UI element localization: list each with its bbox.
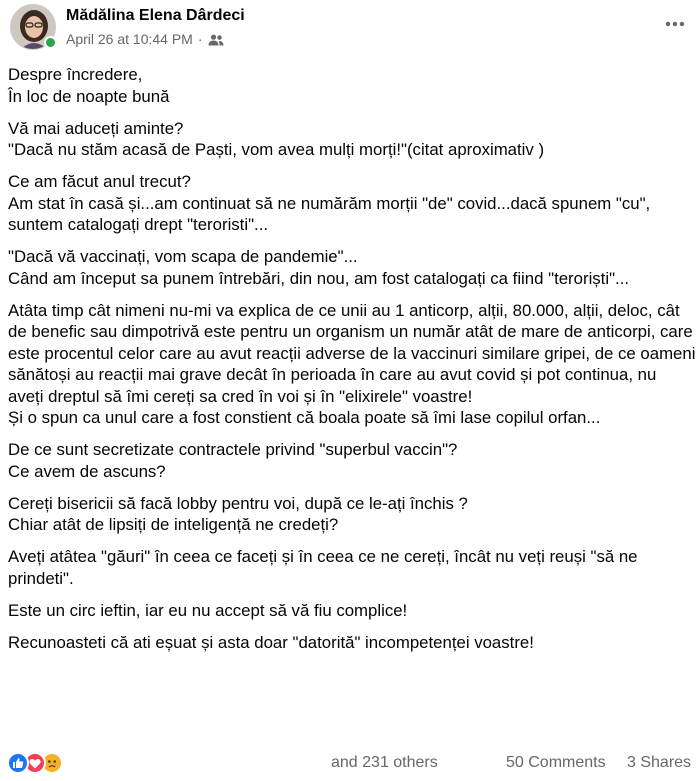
comments-count[interactable]: 50 Comments (506, 754, 606, 771)
post-paragraph: Cereți bisericii să facă lobby pentru voi, după ce le-ați închis ? Chiar atât de lipsiți de inteligență ne credeți? (8, 493, 468, 534)
shares-count[interactable]: 3 Shares (627, 754, 692, 771)
post-paragraph: Recunoasteti că ati eșuat și asta doar "datorită" incompetenței voastre! (8, 632, 534, 652)
post-paragraph: Atâta timp cât nimeni nu-mi va explica de ce unii au 1 anticorp, alții, 80.000, alții, deloc, cât de benefic sau dimpotrivă este pentru un organism un număr atât de mare de anticorpi, care este procentul celor care au avut reacții adverse de la vaccinuri similare gripei, de ce oameni sănătoși au reacții mai grave decât în perioada în care au avut covid și pot continua, nu aveți dreptul să îmi cereți sa cred în voi și în "elixirele" voastre! Și o spun ca unul care a fost constient că boala poate să îmi lase copilul orfan... (8, 300, 696, 427)
post-paragraph: Ce am făcut anul trecut? Am stat în casă și...am continuat să ne numărăm morții "de" covid...dacă spunem "cu", suntem catalogați drept "teroristi"... (8, 172, 651, 234)
reactions-summary[interactable] (7, 752, 58, 776)
reactions-count[interactable]: and 231 others (331, 754, 438, 771)
post-footer (0, 748, 700, 781)
more-options-icon (665, 21, 685, 27)
post-content (8, 64, 696, 664)
post-paragraph: Vă mai aduceți aminte? "Dacă nu stăm acasă de Paști, vom avea mulți morți!"(citat aproximativ ) (8, 118, 545, 159)
post-paragraph: "Dacă vă vaccinați, vom scapa de pandemie"... Când am început sa punem întrebări, din nou, am fost catalogați ca fiind "teroriști"... (8, 247, 630, 288)
post-paragraph: Despre încredere, În loc de noapte bună (8, 65, 170, 106)
like-icon (7, 752, 29, 774)
post-timestamp[interactable]: April 26 at 10:44 PM (66, 31, 193, 47)
more-options-button[interactable] (660, 12, 690, 36)
post-header (0, 0, 700, 58)
author-name[interactable]: Mădălina Elena Dârdeci (66, 7, 245, 24)
online-status-dot (44, 36, 57, 49)
avatar[interactable] (10, 4, 56, 50)
meta-separator: · (197, 31, 203, 47)
post-paragraph: De ce sunt secretizate contractele privind "superbul vaccin"? Ce avem de ascuns? (8, 440, 458, 481)
post-paragraph: Este un circ ieftin, iar eu nu accept să vă fiu complice! (8, 600, 408, 620)
friends-icon[interactable] (208, 33, 224, 45)
post-meta (66, 31, 224, 47)
post-paragraph: Aveți atâtea "găuri" în ceea ce faceți și în ceea ce ne cereți, încât nu veți reuși "să ne prindeti". (8, 547, 638, 588)
